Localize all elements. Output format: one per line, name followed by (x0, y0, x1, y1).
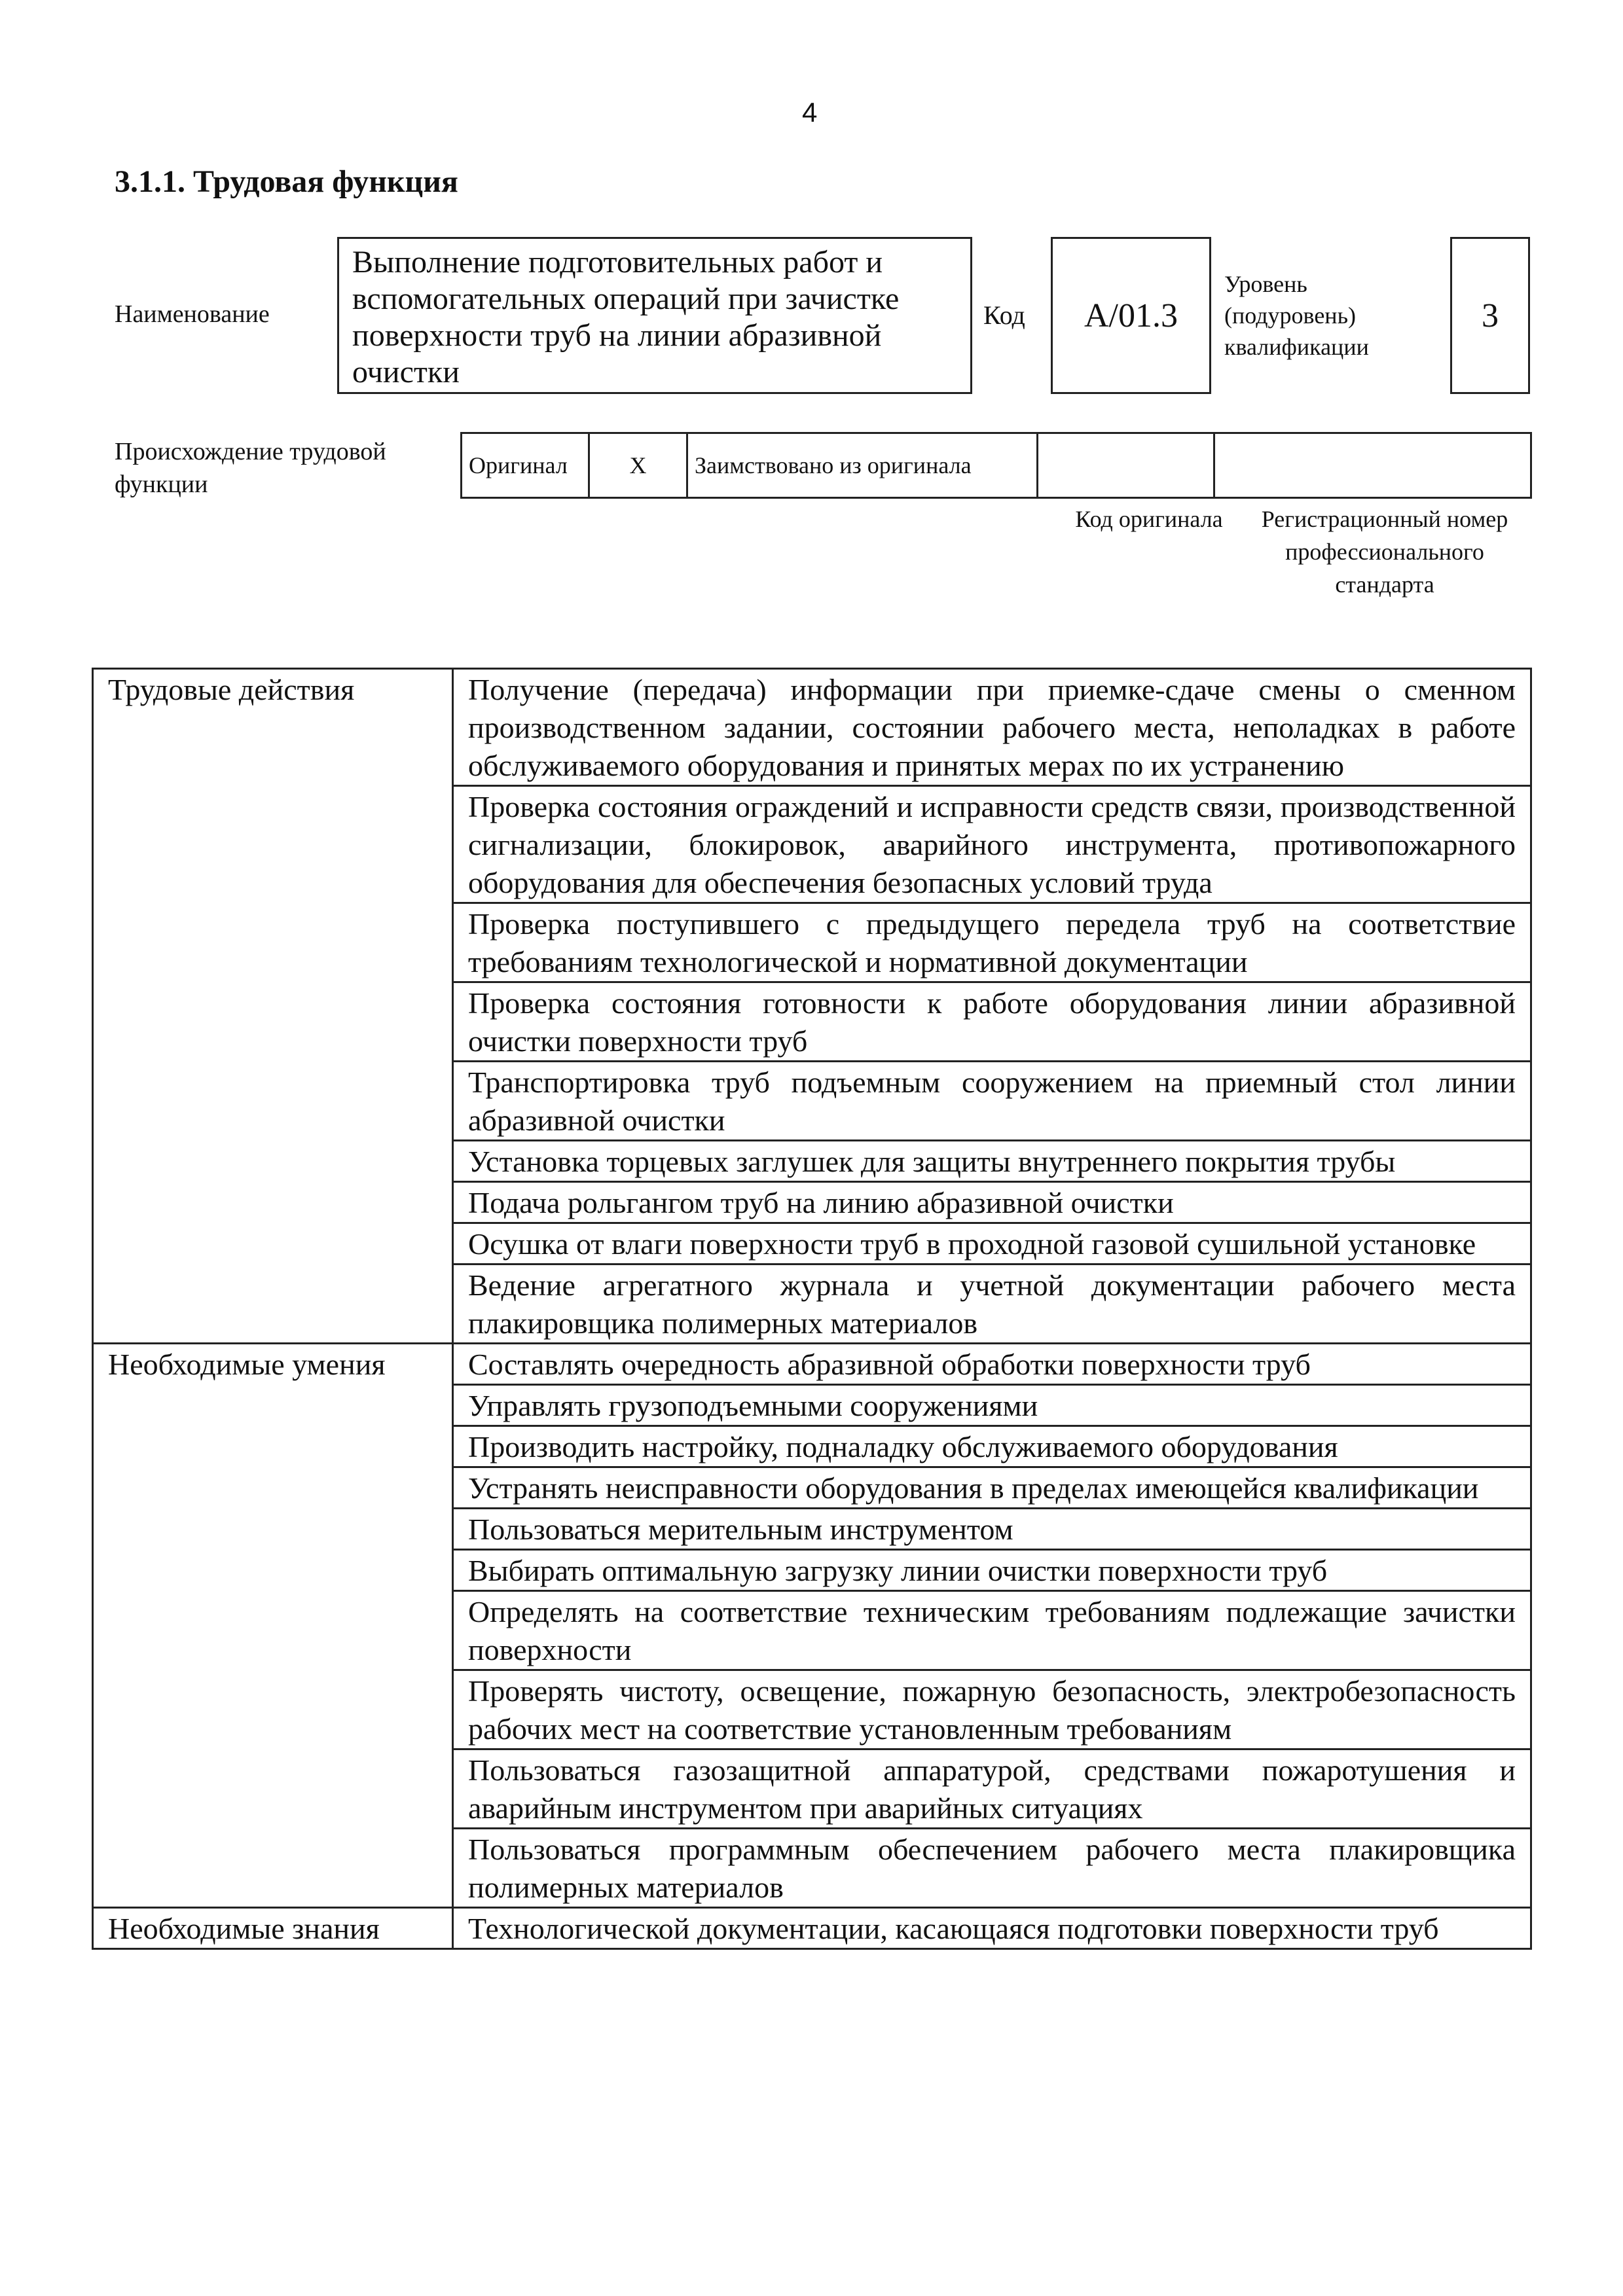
required-knowledge-label: Необходимые знания (93, 1908, 453, 1949)
required-skills-item: Определять на соответствие техническим требованиям подлежащие зачистки поверхности (453, 1591, 1531, 1670)
page-number: 4 (802, 97, 818, 128)
required-skills-item: Выбирать оптимальную загрузку линии очистки поверхности труб (453, 1550, 1531, 1591)
labor-actions-item: Установка торцевых заглушек для защиты внутреннего покрытия трубы (453, 1141, 1531, 1182)
borrowed-label: Заимствовано из оригинала (687, 433, 1038, 498)
origin-table (460, 432, 1532, 499)
labor-actions-item: Получение (передача) информации при приемке-сдаче смены о сменном производственном задании, состоянии рабочего места, неполадках в работе обслуживаемого оборудования и принятых мерах по их устранению (453, 669, 1531, 786)
registration-number-cell (1214, 433, 1531, 498)
labor-actions-label: Трудовые действия (93, 669, 453, 1344)
name-label: Наименование (115, 300, 270, 328)
labor-actions-item: Осушка от влаги поверхности труб в проходной газовой сушильной установке (453, 1223, 1531, 1265)
function-name-box: Выполнение подготовительных работ и вспомогательных операций при зачистке поверхности труб на линии абразивной очистки (337, 237, 972, 394)
labor-actions-item: Проверка состояния готовности к работе оборудования линии абразивной очистки поверхности труб (453, 982, 1531, 1062)
labor-actions-item: Проверка состояния ограждений и исправности средств связи, производственной сигнализации, блокировок, аварийного инструмента, противопожарного оборудования для обеспечения безопасных условий труда (453, 786, 1531, 903)
labor-actions-item: Подача рольгангом труб на линию абразивной очистки (453, 1182, 1531, 1223)
required-skills-item: Пользоваться газозащитной аппаратурой, средствами пожаротушения и аварийным инструментом при аварийных ситуациях (453, 1749, 1531, 1829)
required-skills-item: Пользоваться программным обеспечением рабочего места плакировщика полимерных материалов (453, 1829, 1531, 1908)
required-skills-item: Устранять неисправности оборудования в пределах имеющейся квалификации (453, 1467, 1531, 1509)
code-label: Код (983, 300, 1025, 330)
labor-actions-item: Ведение агрегатного журнала и учетной документации рабочего места плакировщика полимерных материалов (453, 1265, 1531, 1344)
section-title: 3.1.1. Трудовая функция (115, 164, 458, 199)
labor-actions-item: Транспортировка труб подъемным сооружением на приемный стол линии абразивной очистки (453, 1062, 1531, 1141)
qualification-level-box: 3 (1450, 237, 1530, 394)
original-code-cell (1038, 433, 1214, 498)
original-code-caption: Код оригинала (1075, 506, 1223, 532)
required-skills-item: Управлять грузоподъемными сооружениями (453, 1385, 1531, 1426)
required-knowledge-row (93, 1908, 1531, 1949)
original-mark: X (589, 433, 687, 498)
required-skills-label: Необходимые умения (93, 1344, 453, 1908)
required-skills-item: Проверять чистоту, освещение, пожарную безопасность, электробезопасность рабочих мест на соответствие установленным требованиям (453, 1670, 1531, 1749)
origin-label: Происхождение трудовой функции (115, 438, 386, 498)
required-skills-item: Составлять очередность абразивной обработки поверхности труб (453, 1344, 1531, 1385)
qualification-level-label: Уровень (подуровень) квалификации (1224, 271, 1369, 360)
original-label: Оригинал (462, 433, 589, 498)
required-knowledge-item: Технологической документации, касающаяся подготовки поверхности труб (453, 1908, 1531, 1949)
labor-actions-row (93, 669, 1531, 786)
registration-number-caption: Регистрационный номер профессионального стандарта (1261, 506, 1508, 598)
required-skills-row (93, 1344, 1531, 1385)
function-details-table (92, 668, 1532, 1950)
code-value-box: A/01.3 (1051, 237, 1211, 394)
required-skills-item: Производить настройку, подналадку обслуживаемого оборудования (453, 1426, 1531, 1467)
labor-actions-item: Проверка поступившего с предыдущего передела труб на соответствие требованиям технологической и нормативной документации (453, 903, 1531, 982)
required-skills-item: Пользоваться мерительным инструментом (453, 1509, 1531, 1550)
